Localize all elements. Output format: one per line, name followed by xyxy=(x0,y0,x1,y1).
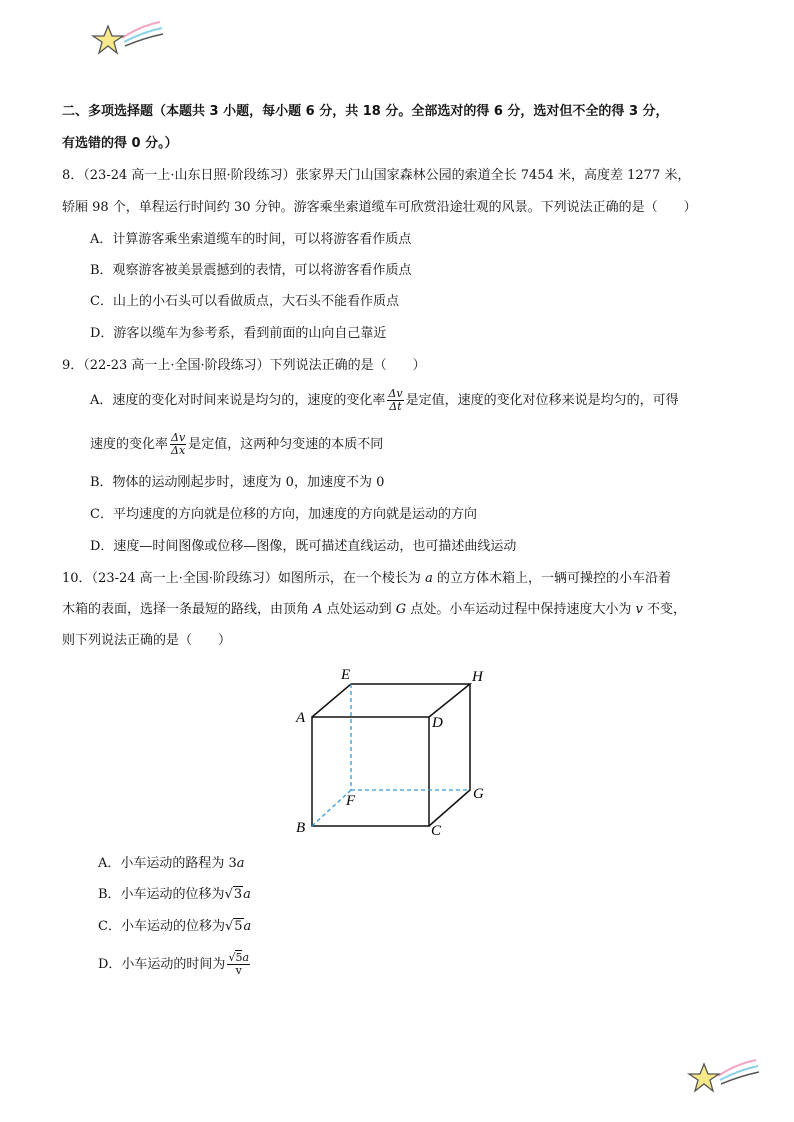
q10-stem-line-2 xyxy=(62,601,686,619)
q10-option-b xyxy=(98,886,251,904)
sqrt-expression xyxy=(225,918,244,936)
q9-option-b: B．物体的运动刚起步时，速度为 0，加速度不为 0 xyxy=(90,475,385,490)
radicand: 5 xyxy=(234,919,243,934)
vertex-label-d: D xyxy=(432,715,443,731)
fraction-denominator: Δt xyxy=(389,400,402,413)
q10-text: 木箱的表面，选择一条最短的路线，由顶角 xyxy=(62,602,314,617)
q10-option-a xyxy=(98,855,245,873)
fraction-denominator: Δx xyxy=(171,444,186,457)
sqrt-icon: √ xyxy=(224,919,234,934)
cube-diagram xyxy=(284,660,504,840)
q10-option-c xyxy=(98,918,251,936)
cube-right-edges xyxy=(429,684,470,826)
variable-a: a xyxy=(425,571,433,586)
q9-option-c: C．平均速度的方向就是位移的方向，加速度的方向就是运动的方向 xyxy=(90,507,477,522)
vertex-label-a: A xyxy=(296,710,306,726)
q9-stem: 9．（22-23 高一上·全国·阶段练习）下列说法正确的是（ ） xyxy=(62,358,426,373)
q8-option-b: B．观察游客被美景震撼到的表情，可以将游客看作质点 xyxy=(90,263,412,278)
vertex-label-g: G xyxy=(473,786,484,802)
q8-option-d: D．游客以缆车为参考系，看到前面的山向自己靠近 xyxy=(90,326,387,341)
option-text: C．小车运动的位移为 xyxy=(98,919,225,934)
section-heading-line-1: 二、多项选择题（本题共 3 小题，每小题 6 分，共 18 分。全部选对的得 6 分，选对但不全的得 3 分， xyxy=(62,104,669,119)
variable-a: a xyxy=(243,919,252,934)
star-icon xyxy=(684,1052,764,1098)
q9-option-a-text-1: A．速度的变化对时间来说是均匀的，速度的变化率 xyxy=(90,393,386,408)
fraction-numerator: Δv xyxy=(171,431,186,444)
q8-option-a: A．计算游客乘坐索道缆车的时间，可以将游客看作质点 xyxy=(90,232,412,247)
cube-top-edges xyxy=(312,684,470,717)
fraction-dv-dt xyxy=(387,388,403,413)
variable-G: G xyxy=(395,602,407,617)
variable-a: a xyxy=(236,856,245,871)
q9-option-a-text-2: 是定值，速度的变化对位移来说是均匀的，可得 xyxy=(405,393,679,408)
q8-option-c: C．山上的小石头可以看做质点，大石头不能看作质点 xyxy=(90,294,399,309)
fraction-denominator: v xyxy=(235,964,242,977)
variable-a: a xyxy=(242,951,250,964)
option-text: A．小车运动的路程为 3 xyxy=(98,856,237,871)
q10-text: 点处。小车运动过程中保持速度大小为 xyxy=(406,602,636,617)
q10-text: 的立方体木箱上，一辆可操控的小车沿着 xyxy=(432,571,671,586)
option-text: D．小车运动的时间为 xyxy=(98,957,226,972)
variable-v: v xyxy=(635,602,643,617)
q9-option-a-text-4: 是定值，这两种匀变速的本质不同 xyxy=(188,437,384,452)
option-text: B．小车运动的位移为 xyxy=(98,887,225,902)
vertex-label-e: E xyxy=(341,667,351,683)
vertex-label-c: C xyxy=(431,823,442,839)
fraction-numerator: Δv xyxy=(388,387,403,400)
q8-stem-line-2: 轿厢 98 个，单程运行时间约 30 分钟。游客乘坐索道缆车可欣赏沿途壮观的风景。下列说法正确的是（ ） xyxy=(62,200,697,215)
sqrt-icon: √ xyxy=(224,887,233,902)
q8-stem-line-1: 8．（23-24 高一上·山东日照·阶段练习）张家界天门山国家森林公园的索道全长 7454 米，高度差 1277 米， xyxy=(62,168,691,183)
q10-option-d xyxy=(98,952,252,977)
section-heading-line-2: 有选错的得 0 分。） xyxy=(62,136,178,151)
q10-stem-line-1 xyxy=(62,570,671,588)
radicand: 5 xyxy=(235,951,243,964)
sqrt-expression xyxy=(225,886,244,904)
fraction-dv-dx xyxy=(170,432,186,457)
q10-text: 点处运动到 xyxy=(322,602,396,617)
q9-option-d: D．速度—时间图像或位移—图像，既可描述直线运动，也可描述曲线运动 xyxy=(90,539,517,554)
variable-A: A xyxy=(313,602,323,617)
radicand: 3 xyxy=(233,887,243,902)
q10-stem-line-3: 则下列说法正确的是（ ） xyxy=(62,633,232,648)
q10-text: 10．（23-24 高一上·全国·阶段练习）如图所示，在一个棱长为 xyxy=(62,571,426,586)
q9-option-a-text-3: 速度的变化率 xyxy=(90,437,169,452)
q9-option-a-line-2 xyxy=(90,432,383,457)
q10-text: 不变， xyxy=(642,602,686,617)
vertex-label-h: H xyxy=(472,669,483,685)
vertex-label-f: F xyxy=(346,793,356,809)
q9-option-a-line-1 xyxy=(90,388,679,413)
fraction-time xyxy=(227,952,250,977)
star-icon xyxy=(88,14,168,60)
variable-a: a xyxy=(243,887,251,902)
sqrt-icon: √ xyxy=(228,951,236,964)
vertex-label-b: B xyxy=(296,820,306,836)
